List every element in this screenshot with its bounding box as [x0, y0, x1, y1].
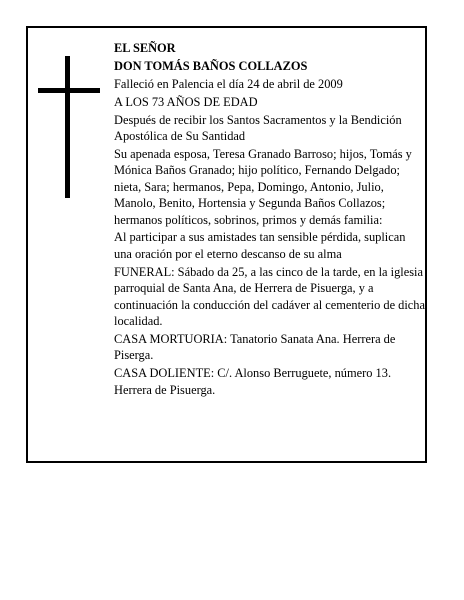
casa-mortuoria-paragraph: CASA MORTUORIA: Tanatorio Sanata Ana. Herrera de Piserga. [114, 331, 396, 363]
cross-icon [38, 56, 100, 198]
cross-horizontal-bar [38, 88, 100, 93]
death-date-line: Falleció en Palencia el día 24 de abril de 2009 [114, 76, 343, 91]
request-paragraph: Al participar a sus amistades tan sensible pérdida, suplican una oración por el eterno descanso de su alma [114, 230, 406, 261]
notice-title-line1: EL SEÑOR [114, 41, 176, 55]
family-paragraph: Su apenada esposa, Teresa Granado Barroso; hijos, Tomás y Mónica Baños Granado; hijo político, Fernando Delgado; nieta, Sara; hermanos, Pepa, Domingo, Antonio, Julio, Manolo, Benito, Hortensia y Segunda Baños Collazos; hermanos políticos, sobrinos, primos y demás familia: [114, 146, 412, 227]
casa-doliente-paragraph: CASA DOLIENTE: C/. Alonso Berruguete, número 13. Herrera de Pisuerga. [114, 366, 392, 397]
obituary-notice [26, 26, 427, 463]
funeral-paragraph: FUNERAL: Sábado da 25, a las cinco de la tarde, en la iglesia parroquial de Santa Ana, de Herrera de Pisuerga, y a continuación la conducción del cadáver al cementerio de dicha localidad. [114, 264, 425, 328]
cross-vertical-bar [65, 56, 70, 198]
age-line: A LOS 73 AÑOS DE EDAD [114, 94, 258, 109]
sacraments-paragraph: Después de recibir los Santos Sacramentos y la Bendición Apostólica de Su Santidad [114, 112, 402, 144]
notice-text [114, 40, 426, 400]
deceased-name: DON TOMÁS BAÑOS COLLAZOS [114, 58, 308, 73]
